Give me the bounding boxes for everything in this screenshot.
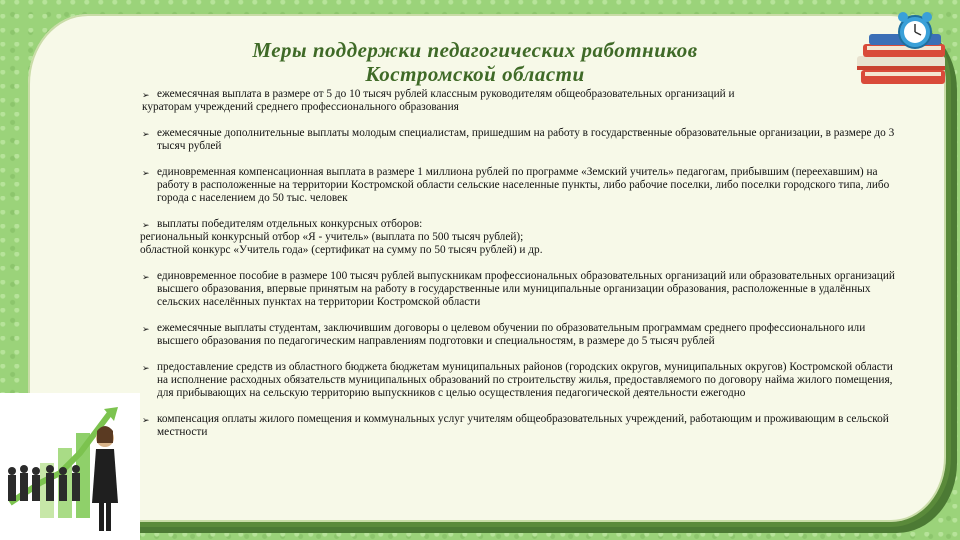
item-text: региональный конкурсный отбор «Я - учитель» (выплата по 500 тысяч рублей);: [140, 231, 524, 243]
list-item: [140, 127, 895, 153]
item-text: компенсация оплаты жилого помещения и коммунальных услуг учителям общеобразовательных учреждений, работающим и проживающим в сельской местности: [157, 413, 889, 438]
item-text: кураторам учреждений среднего профессионального образования: [142, 101, 459, 113]
title-line-2: Костромской области: [365, 62, 585, 86]
teachers-group-icon: [0, 393, 140, 540]
item-text: ежемесячные дополнительные выплаты молодым специалистам, пришедшим на работу в государственные образовательные организации, в размере до 3 тысяч рублей: [157, 127, 895, 152]
list-item: [140, 88, 895, 114]
title-line-1: Меры поддержки педагогических работников: [252, 38, 698, 62]
item-text: ежемесячная выплата в размере от 5 до 10 тысяч рублей классным руководителям общеобразовательных организаций и: [157, 88, 735, 100]
item-text: ежемесячные выплаты студентам, заключившим договоры о целевом обучении по образовательным программам среднего профессионального или высшего образования по педагогическим направлениям подготовки и специальностям, в размере до 5 тысяч рублей: [157, 322, 866, 347]
item-text: единовременное пособие в размере 100 тысяч рублей выпускникам профессиональных образовательных организаций или образовательных организаций высшего образования, впервые принятым на работу в государственные или муниципальные организации образования, расположенные в удалённых сельских населённых пунктах на территории Костромской области: [157, 270, 895, 308]
arrow-bullet-icon: ➢: [142, 272, 150, 282]
item-text: областной конкурс «Учитель года» (сертификат на сумму по 50 тысяч рублей) и др.: [140, 244, 543, 256]
arrow-bullet-icon: ➢: [142, 324, 150, 334]
list-item: [140, 218, 895, 257]
arrow-bullet-icon: ➢: [142, 129, 150, 139]
item-text: предоставление средств из областного бюджета бюджетам муниципальных районов (городских округов, муниципальных округов) Костромской области на исполнение расходных обязательств муниципальных образований по строительству жилья, предоставляемого по договору найма жилого помещения, для прибывающих на сельскую территорию выпускников с целью осуществления педагогической деятельности ежегодно: [157, 361, 893, 399]
arrow-bullet-icon: ➢: [142, 90, 150, 100]
item-text: выплаты победителям отдельных конкурсных отборов:: [157, 218, 423, 230]
list-item: [140, 270, 895, 309]
list-item: [140, 322, 895, 348]
arrow-bullet-icon: ➢: [142, 168, 150, 178]
list-item: [140, 361, 895, 400]
slide-title: [150, 38, 800, 86]
arrow-bullet-icon: ➢: [142, 220, 150, 230]
support-measures-list: [140, 88, 895, 452]
arrow-bullet-icon: ➢: [142, 363, 150, 373]
list-item: [140, 413, 895, 439]
books-alarm-clock-icon: [855, 8, 955, 98]
arrow-bullet-icon: ➢: [142, 415, 150, 425]
item-text: единовременная компенсационная выплата в размере 1 миллиона рублей по программе «Земский учитель» педагогам, прибывшим (переехавшим) на работу в расположенные на территории Костромской области сельские населенные пункты, либо рабочие поселки, либо поселки городского типа, либо города с населением до 50 тыс. человек: [157, 166, 890, 204]
list-item: [140, 166, 895, 205]
